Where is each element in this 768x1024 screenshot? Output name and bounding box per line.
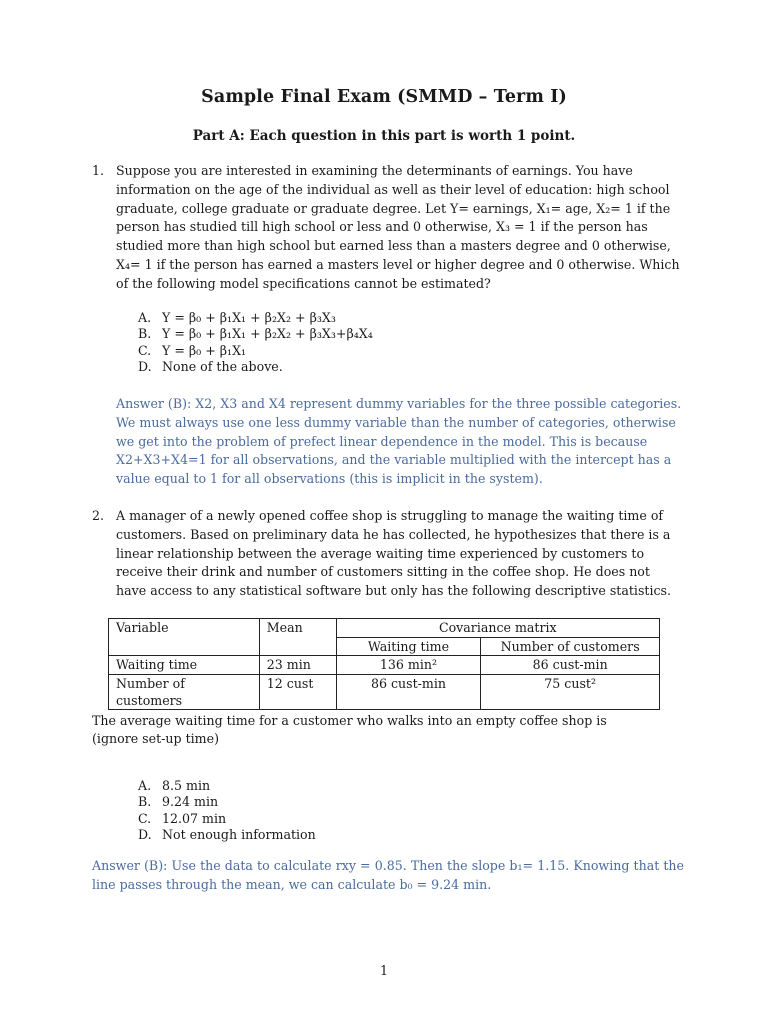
question-text: A manager of a newly opened coffee shop is struggling to manage the waiting time of customers. Based on preliminary data he has collected, he hypothesizes that there is a linear relationship between the average waiting time experienced by customers to receive their drink and number of customers sitting in the coffee shop. He does not have access to any statistical software but only has the following descriptive statistics. — [116, 508, 672, 599]
option-a: A. 8.5 min — [138, 778, 211, 793]
header-number-customers: Number of customers — [481, 637, 660, 656]
page-number: 1 — [379, 963, 388, 978]
part-heading: Part A: Each question in this part is worth 1 point. — [192, 128, 576, 144]
option-c: C. Y = β₀ + β₁X₁ — [138, 342, 247, 358]
header-variable: Variable — [109, 619, 260, 656]
question-2-stem: The average waiting time for a customer who walks into an empty coffee shop is (ignore set-up time) — [92, 713, 607, 746]
page-title: Sample Final Exam (SMMD – Term I) — [201, 87, 567, 107]
option-b: B. 9.24 min — [138, 794, 219, 810]
option-b: B. Y = β₀ + β₁X₁ + β₂X₂ + β₃X₃+β₄X₄ — [138, 326, 373, 342]
question-1 — [92, 162, 684, 294]
option-a: A. Y = β₀ + β₁X₁ + β₂X₂ + β₃X₃ — [138, 310, 336, 325]
question-number: 1. — [92, 163, 105, 178]
table-row: Number of customers 12 cust 86 cust-min 75 cust² — [109, 674, 660, 709]
question-number: 2. — [92, 508, 105, 523]
answer-1: Answer (B): X2, X3 and X4 represent dummy variables for the three possible categories. We must always use one less dummy variable than the number of categories, otherwise we get into the problem of prefect linear dependence in the model. This is because X2+X3+X4=1 for all observations, and the variable multiplied with the intercept has a value equal to 1 for all observations (this is implicit in the system). — [116, 396, 682, 487]
table-row: Waiting time 23 min 136 min² 86 cust-min — [109, 656, 660, 675]
header-covariance: Covariance matrix — [336, 619, 659, 638]
option-d: D. Not enough information — [138, 826, 316, 842]
question-2 — [92, 507, 684, 601]
answer-2: Answer (B): Use the data to calculate rxy = 0.85. Then the slope b₁= 1.15. Knowing that the line passes through the mean, we can calculate b₀ = 9.24 min. — [92, 858, 684, 892]
option-d: D. None of the above. — [138, 358, 283, 374]
question-text: Suppose you are interested in examining the determinants of earnings. You have information on the age of the individual as well as their level of education: high school graduate, college graduate or graduate degree. Let Y= earnings, X₁= age, X₂= 1 if the person has studied till high school or less and 0 otherwise, X₃ = 1 if the person has studied more than high school but earned less than a masters degree and 0 otherwise, X₄= 1 if the person has earned a masters level or higher degree and 0 otherwise. Which of the following model specifications cannot be estimated? — [116, 163, 680, 291]
question-2-options — [138, 778, 316, 843]
option-c: C. 12.07 min — [138, 810, 227, 826]
descriptive-stats-table — [108, 618, 660, 710]
header-mean: Mean — [259, 619, 336, 656]
question-1-options — [138, 310, 373, 375]
header-waiting-time: Waiting time — [336, 637, 481, 656]
